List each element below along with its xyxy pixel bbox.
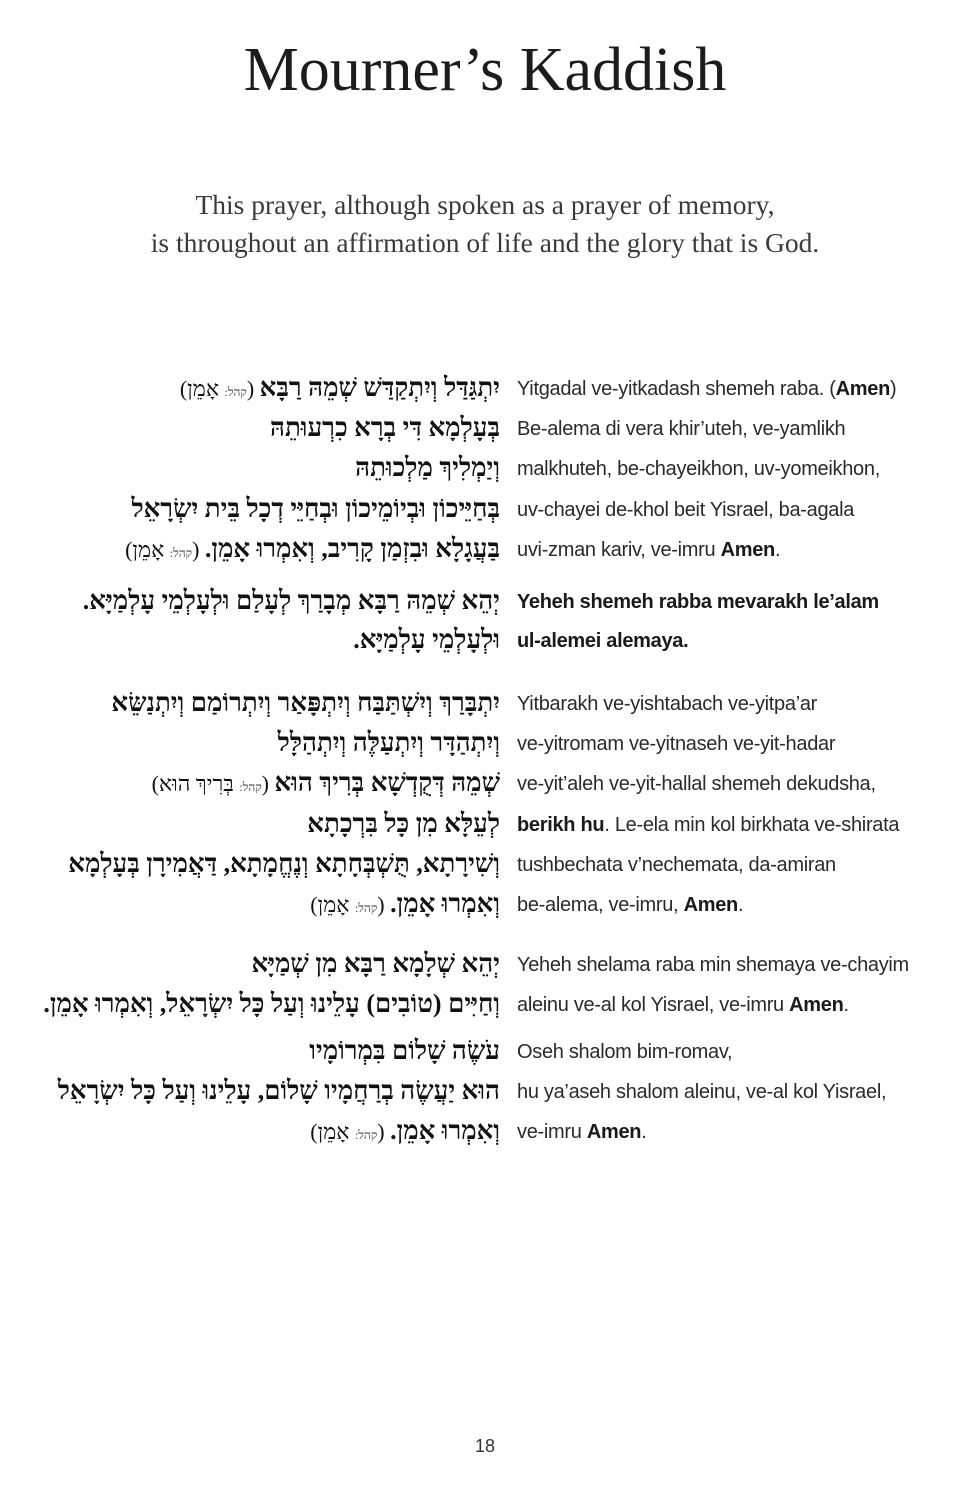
transliteration-line <box>517 890 743 920</box>
congregation-response: (קהל: אָמֵן) <box>125 537 205 562</box>
hebrew-text: וְאִמְרוּ אָמֵן. <box>390 889 500 918</box>
response-word: אָמֵן <box>317 892 350 917</box>
transliteration-text: . <box>641 1121 647 1143</box>
hebrew-line <box>309 1034 500 1068</box>
transliteration-bold: ul-alemei alemaya. <box>517 630 689 652</box>
hebrew-line <box>270 411 500 445</box>
transliteration-line <box>517 587 879 617</box>
congregation-label: קהל: <box>239 780 262 794</box>
hebrew-text: עֹשֶׂה שָׁלוֹם בִּמְרוֹמָיו <box>309 1036 500 1065</box>
transliteration-bold: Amen <box>835 378 891 400</box>
subtitle-line: is throughout an affirmation of life and the glory that is God. <box>150 227 820 258</box>
hebrew-line <box>68 847 500 881</box>
transliteration-line <box>517 1037 732 1067</box>
transliteration-bold: Amen <box>789 994 844 1016</box>
transliteration-bold: berikh hu <box>517 814 605 836</box>
congregation-response: (קהל: אָמֵן) <box>310 892 391 917</box>
congregation-label: קהל: <box>169 546 193 560</box>
transliteration-text: . Le-ela min kol birkhata ve-shirata <box>604 814 900 836</box>
transliteration-line <box>517 495 854 525</box>
transliteration-line <box>517 850 836 880</box>
hebrew-line <box>43 987 500 1021</box>
hebrew-text: בְּחַיֵּיכוֹן וּבְיוֹמֵיכוֹן וּבְחַיֵּי דְכָל בֵּית יִשְׂרָאֵל <box>131 494 500 523</box>
response-word: אָמֵן <box>187 376 220 401</box>
hebrew-text: וְחַיִּים (טוֹבִים) עָלֵינוּ וְעַל כָּל יִשְׂרָאֵל, וְאִמְרוּ אָמֵן. <box>43 989 500 1018</box>
congregation-label: קהל: <box>354 901 378 915</box>
hebrew-line <box>83 584 500 618</box>
transliteration-line <box>517 810 899 840</box>
transliteration-text: be-alema, ve-imru, <box>517 894 684 916</box>
hebrew-line <box>125 532 500 570</box>
congregation-response: (קהל: בְּרִיךְ הוּא) <box>151 771 275 796</box>
hebrew-line <box>180 371 500 409</box>
hebrew-text: הוּא יַעֲשֶׂה בְרַחֲמָיו שָׁלוֹם, עָלֵינוּ וְעַל כָּל יִשְׂרָאֵל <box>57 1076 500 1105</box>
hebrew-text: לְעֵלָּא מִן כָּל בִּרְכָתָא <box>307 809 500 838</box>
transliteration-line <box>517 374 896 404</box>
transliteration-bold: Amen <box>683 894 738 916</box>
transliteration-line <box>517 689 817 719</box>
response-word: בְּרִיךְ הוּא <box>158 771 234 796</box>
page-title: Mourner’s Kaddish <box>243 36 727 104</box>
transliteration-text: hu ya’aseh shalom aleinu, ve-al kol Yisrael, <box>517 1081 887 1103</box>
response-word: אָמֵן <box>132 537 165 562</box>
page-number: 18 <box>474 1436 496 1456</box>
hebrew-text: בַּעֲגָלָא וּבִזְמַן קָרִיב, וְאִמְרוּ אָמֵן. <box>204 534 500 563</box>
congregation-response: (קהל: אָמֵן) <box>179 376 260 401</box>
hebrew-text: וְיַמְלִיךְ מַלְכוּתֵהּ <box>355 453 500 482</box>
hebrew-text: וְשִׁירָתָא, תֻּשְׁבְּחָתָא וְנֶחֱמָתָא, דַּאֲמִירָן בְּעָלְמָא <box>68 849 500 878</box>
hebrew-text: וְאִמְרוּ אָמֵן. <box>390 1116 500 1145</box>
hebrew-text: יְהֵא שְׁלָמָא רַבָּא מִן שְׁמַיָּא <box>251 949 500 978</box>
transliteration-text: Yeheh shelama raba min shemaya ve-chayim <box>517 954 909 976</box>
hebrew-line <box>278 726 500 760</box>
transliteration-text: . <box>843 994 849 1016</box>
hebrew-line <box>310 887 500 925</box>
hebrew-line <box>310 1114 500 1152</box>
hebrew-line <box>152 766 500 804</box>
transliteration-line <box>517 990 849 1020</box>
hebrew-text: יְהֵא שְׁמֵהּ רַבָּא מְבָרַךְ לְעָלַם וּלְעָלְמֵי עָלְמַיָּא. <box>82 586 500 615</box>
transliteration-line <box>517 626 688 656</box>
transliteration-text: Be-alema di vera khir’uteh, ve-yamlikh <box>517 418 846 440</box>
transliteration-line <box>517 535 780 565</box>
hebrew-text: יִתְבָּרַךְ וְיִשְׁתַּבַּח וְיִתְפָּאַר וְיִתְרוֹמַם וְיִתְנַשֵּׂא <box>111 688 500 717</box>
hebrew-line <box>111 686 500 720</box>
transliteration-line <box>517 454 880 484</box>
transliteration-text: ve-yit’aleh ve-yit-hallal shemeh dekudsha, <box>517 773 876 795</box>
transliteration-text: ) <box>890 378 897 400</box>
subtitle-line: This prayer, although spoken as a prayer of memory, <box>195 189 775 220</box>
transliteration-line <box>517 414 845 444</box>
transliteration-text: . <box>737 894 744 916</box>
hebrew-line <box>131 492 500 526</box>
transliteration-text: uv-chayei de-khol beit Yisrael, ba-agala <box>517 499 855 521</box>
response-word: אָמֵן <box>317 1119 350 1144</box>
transliteration-bold: Yeheh shemeh rabba mevarakh le’alam <box>517 591 879 613</box>
hebrew-line <box>251 947 500 981</box>
hebrew-line <box>58 1074 500 1108</box>
transliteration-line <box>517 769 876 799</box>
transliteration-line <box>517 1077 886 1107</box>
hebrew-line <box>353 623 500 657</box>
transliteration-text: aleinu ve-al kol Yisrael, ve-imru <box>517 994 790 1016</box>
hebrew-line <box>307 807 500 841</box>
transliteration-text: uvi-zman kariv, ve-imru <box>517 539 721 561</box>
hebrew-text: בְּעָלְמָא דִּי בְרָא כִרְעוּתֵהּ <box>270 413 500 442</box>
congregation-label: קהל: <box>224 385 247 399</box>
transliteration-text: malkhuteh, be-chayeikhon, uv-yomeikhon, <box>517 458 880 480</box>
hebrew-text: שְׁמֵהּ דְּקֻדְשָׁא בְּרִיךְ הוּא <box>274 768 500 797</box>
transliteration-text: ve-yitromam ve-yitnaseh ve-yit-hadar <box>517 733 836 755</box>
transliteration-line <box>517 950 909 980</box>
transliteration-line <box>517 729 835 759</box>
transliteration-text: tushbechata v’nechemata, da-amiran <box>517 854 836 876</box>
transliteration-line <box>517 1117 646 1147</box>
congregation-response: (קהל: אָמֵן) <box>310 1119 391 1144</box>
transliteration-text: Oseh shalom bim-romav, <box>517 1041 733 1063</box>
transliteration-text: Yitgadal ve-yitkadash shemeh raba. ( <box>517 378 836 400</box>
hebrew-text: יִתְגַּדַּל וְיִתְקַדַּשׁ שְׁמֵהּ רַבָּא <box>259 373 500 402</box>
transliteration-text: . <box>774 539 781 561</box>
congregation-label: קהל: <box>354 1128 378 1142</box>
transliteration-bold: Amen <box>720 539 775 561</box>
hebrew-text: וְיִתְהַדָּר וְיִתְעַלֶּה וְיִתְהַלָּל <box>277 728 500 757</box>
transliteration-bold: Amen <box>586 1121 642 1143</box>
transliteration-text: Yitbarakh ve-yishtabach ve-yitpa’ar <box>517 693 818 715</box>
hebrew-line <box>355 451 500 485</box>
transliteration-text: ve-imru <box>517 1121 587 1143</box>
hebrew-text: וּלְעָלְמֵי עָלְמַיָּא. <box>353 625 500 654</box>
